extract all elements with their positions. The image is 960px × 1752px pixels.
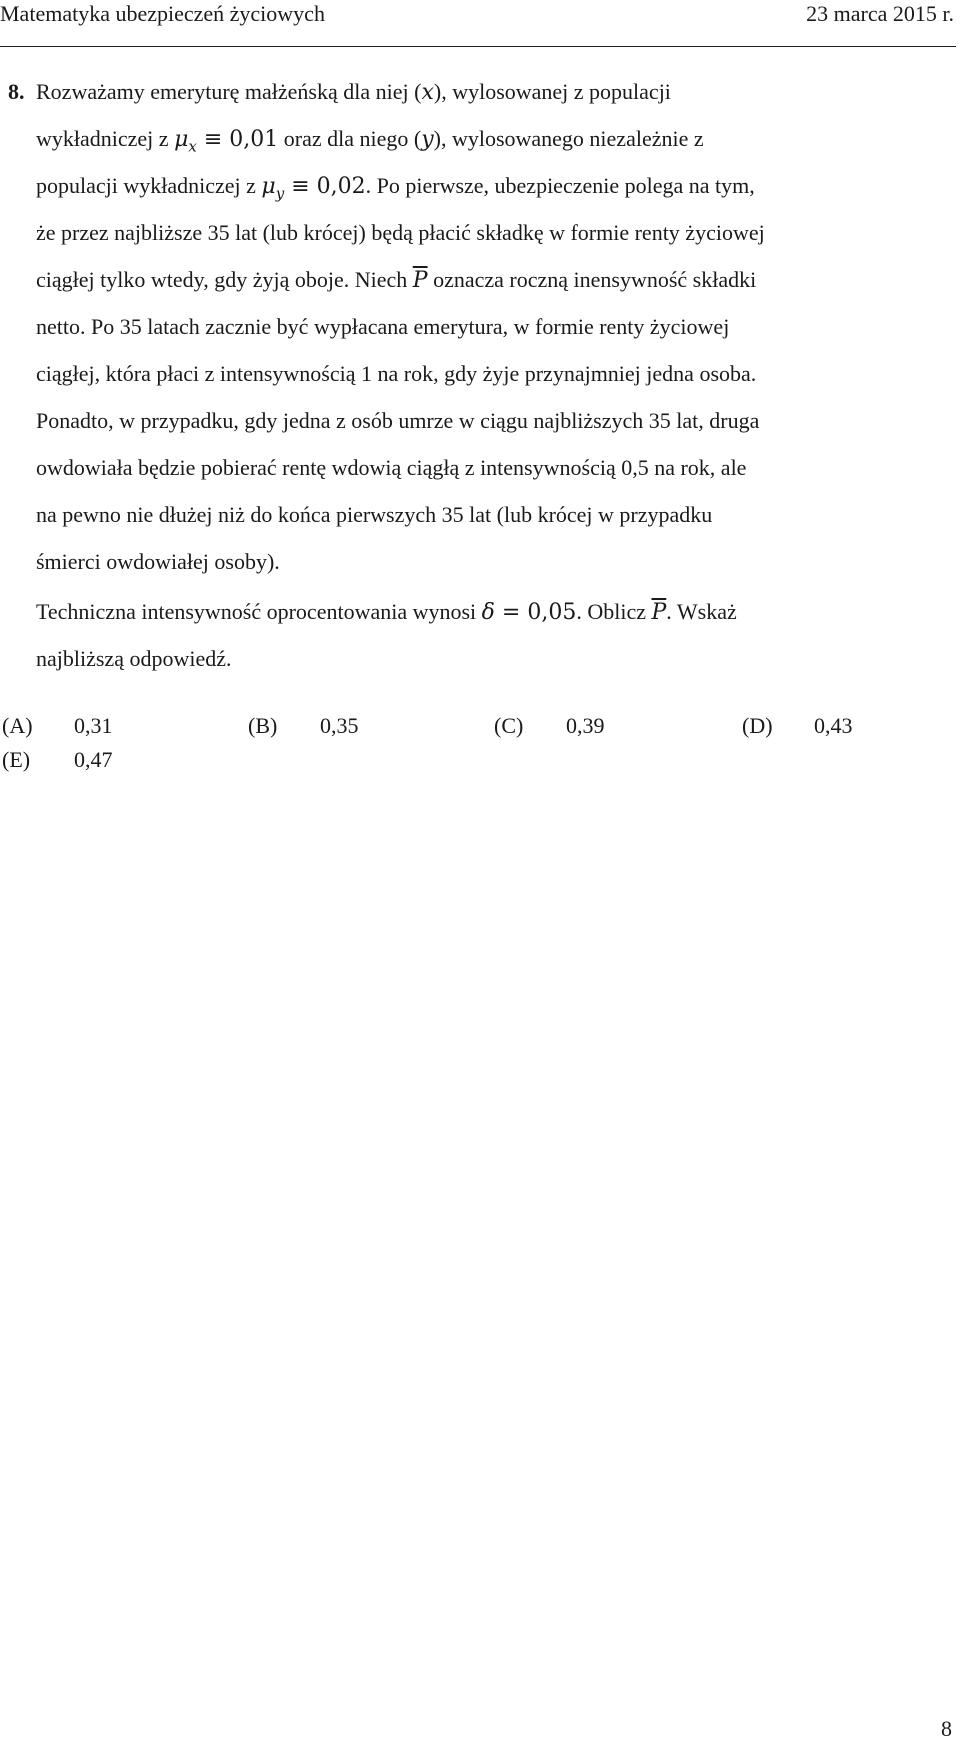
math-p-bar: $\overline{P}$ <box>651 600 667 625</box>
problem-line-11 <box>36 548 280 576</box>
answer-value: 0,39 <box>566 713 605 738</box>
header-date: 23 marca 2015 r. <box>806 1 954 26</box>
answer-value: 0,35 <box>320 713 359 738</box>
problem-number: 8. <box>8 79 25 104</box>
math-mu: μ <box>261 174 276 199</box>
line-text: najbliższą odpowiedź. <box>36 646 232 671</box>
math-delta-value: = 0,05 <box>494 600 577 625</box>
math-equiv-value: ≡ 0,01 <box>196 127 279 152</box>
line-text: wykładniczej z <box>36 126 175 151</box>
math-p-bar: $\overline{P}$ <box>412 268 428 293</box>
answer-value: 0,31 <box>74 713 113 738</box>
answer-c <box>494 712 605 740</box>
line-text: ciągłej tylko wtedy, gdy żyją oboje. Niech <box>36 267 413 292</box>
line-text: netto. Po 35 latach zacznie być wypłacana emerytura, w formie renty życiowej <box>36 314 730 339</box>
math-equiv-value: ≡ 0,02 <box>284 174 366 199</box>
line-text: oznacza roczną inensywność składki <box>427 267 757 292</box>
line-text: że przez najbliższe 35 lat (lub krócej) będą płacić składkę w formie renty życiowej <box>36 220 765 245</box>
line-text: owdowiała będzie pobierać rentę wdowią ciągłą z intensywnością 0,5 na rok, ale <box>36 455 747 480</box>
problem-line-8 <box>36 407 759 435</box>
header-title: Matematyka ubezpieczeń życiowych <box>0 1 325 26</box>
problem-line-4 <box>36 219 765 247</box>
math-delta: δ <box>481 600 495 625</box>
line-text: ), wylosowanej z populacji <box>433 79 671 104</box>
line-text: ciągłej, która płaci z intensywnością 1 na rok, gdy żyje przynajmniej jedna osoba. <box>36 361 757 386</box>
page-number: 8 <box>941 1716 952 1741</box>
problem-line-2 <box>36 125 704 160</box>
answer-label: (E) <box>2 747 31 772</box>
line-text: populacji wykładniczej z <box>36 173 262 198</box>
math-var-x: x <box>421 80 434 105</box>
line-text: na pewno nie dłużej niż do końca pierwszych 35 lat (lub krócej w przypadku <box>36 502 713 527</box>
problem-line-3 <box>36 172 755 207</box>
answer-label: (D) <box>742 713 773 738</box>
line-text: Rozważamy emeryturę małżeńską dla niej ( <box>36 79 422 104</box>
line-text: oraz dla niego ( <box>278 126 422 151</box>
line-text: . Po pierwsze, ubezpieczenie polega na tym, <box>365 173 755 198</box>
line-text: Techniczna intensywność oprocentowania wynosi <box>36 599 482 624</box>
problem-line-9 <box>36 454 746 482</box>
line-text: . Oblicz <box>576 599 652 624</box>
problem-line-13 <box>36 645 232 673</box>
page-header <box>0 0 956 47</box>
line-text: . Wskaż <box>666 599 737 624</box>
answer-label: (A) <box>2 713 33 738</box>
problem-line-1 <box>36 78 671 107</box>
problem-line-12 <box>36 598 737 627</box>
line-text: Ponadto, w przypadku, gdy jedna z osób umrze w ciągu najbliższych 35 lat, druga <box>36 408 760 433</box>
answer-label: (B) <box>248 713 278 738</box>
answer-value: 0,43 <box>814 713 853 738</box>
line-text: śmierci owdowiałej osoby). <box>36 549 280 574</box>
answer-label: (C) <box>494 713 524 738</box>
answer-e <box>2 746 113 774</box>
answer-b <box>248 712 359 740</box>
problem-line-7 <box>36 360 756 388</box>
line-text: ), wylosowanego niezależnie z <box>433 126 704 151</box>
math-mu: μ <box>174 127 189 152</box>
problem-line-10 <box>36 501 712 529</box>
math-subscript-x: x <box>188 137 197 156</box>
math-subscript-y: y <box>275 184 285 203</box>
answer-value: 0,47 <box>74 747 113 772</box>
math-var-y: y <box>421 127 434 152</box>
answer-d <box>742 712 853 740</box>
answer-a <box>2 712 113 740</box>
problem-line-6 <box>36 313 729 341</box>
problem-line-5 <box>36 266 756 295</box>
